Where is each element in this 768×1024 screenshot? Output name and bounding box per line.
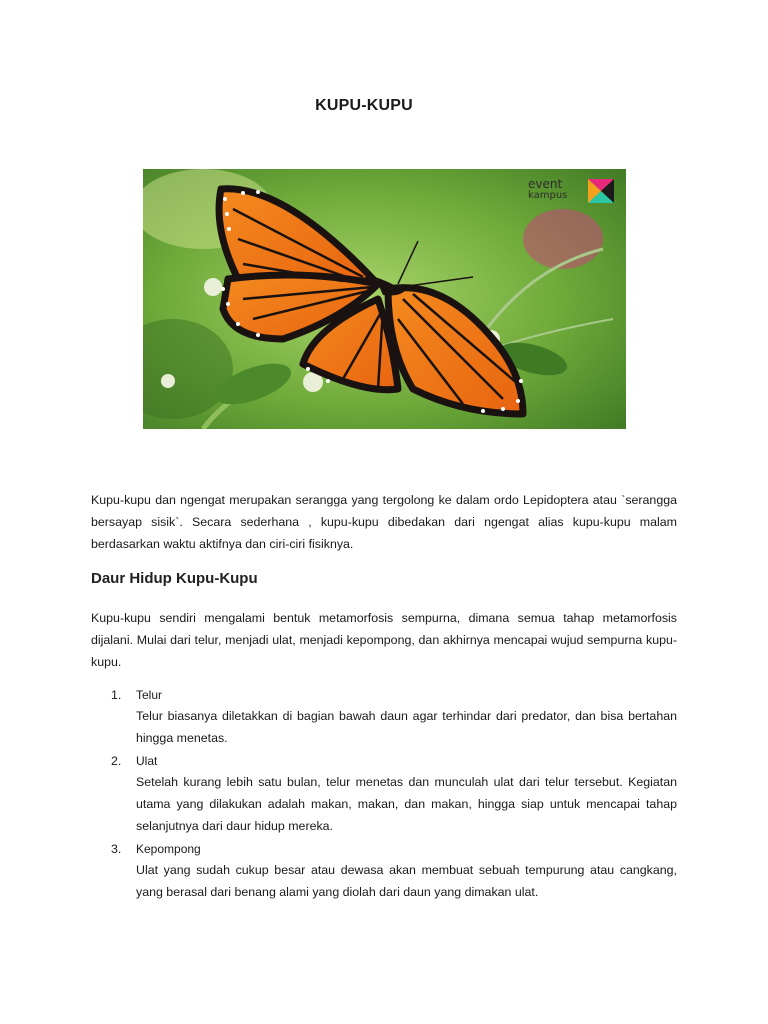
logo-line-1: event bbox=[528, 177, 563, 191]
event-kampus-logo bbox=[528, 179, 614, 205]
logo-mark-icon bbox=[588, 179, 614, 203]
list-item bbox=[91, 685, 677, 749]
step-title: Telur bbox=[136, 688, 163, 702]
step-title: Kepompong bbox=[136, 842, 201, 856]
step-number: 2. bbox=[111, 754, 122, 768]
list-item bbox=[91, 839, 677, 903]
step-body: Ulat yang sudah cukup besar atau dewasa akan membuat sebuah tempurung atau cangkang, yang berasal dari benang alami yang diolah dari daun yang dimakan ulat. bbox=[136, 863, 677, 899]
step-number: 1. bbox=[111, 688, 122, 702]
step-body: Setelah kurang lebih satu bulan, telur menetas dan munculah ulat dari telur tersebut. Kegiatan utama yang dilakukan adalah makan, makan, dan makan, hingga siap untuk mencapai tahap selanjutnya dari daur hidup mereka. bbox=[136, 775, 677, 833]
section-intro-paragraph: Kupu-kupu sendiri mengalami bentuk metamorfosis sempurna, dimana semua tahap metamorfosis dijalani. Mulai dari telur, menjadi ulat, menjadi kepompong, dan akhirnya mencapai wujud sempurna kupu-kupu. bbox=[91, 611, 677, 669]
lifecycle-steps-list bbox=[91, 685, 677, 905]
section-heading: Daur Hidup Kupu-Kupu bbox=[91, 570, 258, 587]
butterfly-photo bbox=[143, 169, 626, 429]
step-number: 3. bbox=[111, 842, 122, 856]
intro-paragraph: Kupu-kupu dan ngengat merupakan serangga yang tergolong ke dalam ordo Lepidoptera atau `serangga bersayap sisik`. Secara sederhana , kupu-kupu dibedakan dari ngengat alias kupu-kupu malam berdasarkan waktu aktifnya dan ciri-ciri fisiknya. bbox=[91, 493, 677, 551]
page-title: KUPU-KUPU bbox=[315, 97, 413, 114]
list-item bbox=[91, 751, 677, 837]
step-body: Telur biasanya diletakkan di bagian bawah daun agar terhindar dari predator, dan bisa bertahan hingga menetas. bbox=[136, 709, 677, 745]
step-title: Ulat bbox=[136, 754, 158, 768]
logo-line-2: kampus bbox=[528, 190, 568, 201]
